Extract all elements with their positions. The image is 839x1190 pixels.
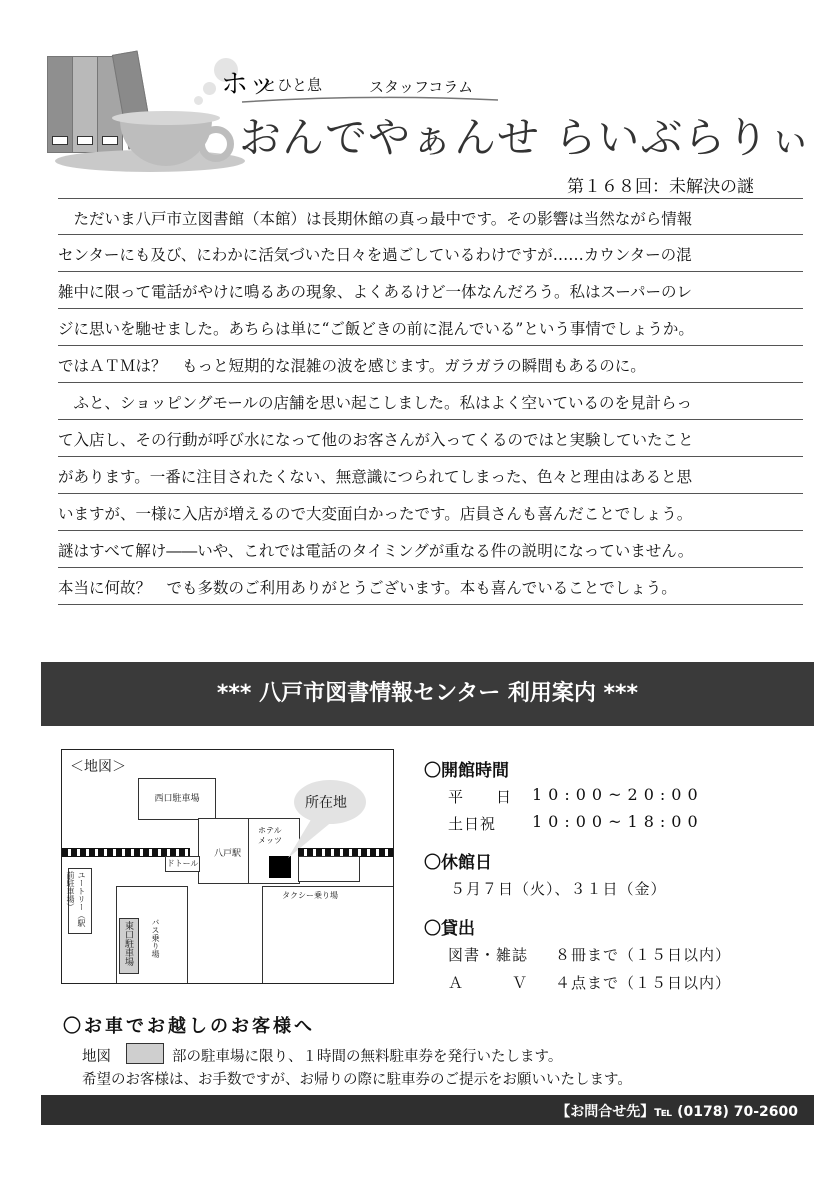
book-label-icon: [77, 136, 93, 145]
usage-guide-banner: *** 八戸市図書情報センター 利用案内 ***: [41, 662, 814, 726]
hotel-label: ホテル メッツ: [258, 826, 282, 845]
bus-stop-label: バス乗り場: [151, 918, 160, 958]
article-line: ではＡＴＭは？ もっと短期的な混雑の波を感じます。ガラガラの瞬間もあるのに。: [58, 346, 803, 383]
weekday-hours: 10:00~20:00: [532, 785, 704, 804]
article-line: いますが、一様に入店が増えるので大変面白かったです。店員さんも喜んだことでしょう。: [58, 494, 803, 531]
article-line: ジに思いを馳せました。あちらは単に“ご飯どきの前に混んでいる”という事情でしょうか。: [58, 309, 803, 346]
column-title: おんでやぁんせ らいぶらりぃ: [239, 113, 813, 162]
steam-bubble-icon: [194, 96, 203, 105]
article-line: 雑中に限って電話がやけに鳴るあの現象、よくあるけど一体なんだろう。私はスーパーのレ: [58, 272, 803, 309]
right-building: [298, 856, 360, 882]
steam-bubble-icon: [203, 82, 216, 95]
books-label: 図書・雑誌: [448, 946, 529, 964]
closed-heading: 〇休館日: [424, 853, 492, 873]
hotto-text: ホッ: [221, 69, 275, 100]
av-label: Ａ Ｖ: [448, 974, 529, 992]
article-body: [58, 198, 803, 605]
contact-phone: 【お問合せ先】℡ (0178) 70-2600: [556, 1104, 798, 1120]
weekend-label: 土日祝: [448, 815, 497, 833]
car-info-map-word: 地図: [82, 1049, 111, 1065]
location-label: 所在地: [305, 795, 347, 811]
weekend-hours: 10:00~18:00: [532, 812, 704, 831]
access-map: [61, 749, 394, 984]
west-parking: 西口駐車場: [138, 778, 216, 820]
map-title: ＜地図＞: [70, 759, 126, 775]
parking-legend-swatch: [126, 1043, 164, 1064]
article-line: 謎はすべて解け――いや、これでは電話のタイミングが重なる件の説明になっていません。: [58, 531, 803, 568]
article-line: ただいま八戸市立図書館（本館）は長期休館の真っ最中です。その影響は当然ながら情報: [58, 198, 803, 235]
hours-heading: 〇開館時間: [424, 761, 509, 781]
hachinohe-station: 八戸駅: [214, 849, 242, 859]
lending-heading: 〇貸出: [424, 919, 475, 939]
issue-number: 第１６８回：未解決の謎: [567, 177, 754, 197]
article-line: ふと、ショッピングモールの店舗を思い起こしました。私はよく空いているのを見計らっ: [58, 383, 803, 420]
east-parking: 東口駐車場: [119, 918, 139, 974]
closed-dates: ５月７日（火）、３１日（金）: [450, 880, 667, 898]
article-line: があります。一番に注目されたくない、無意識につられてしまった、色々と理由はあると思: [58, 457, 803, 494]
hitoiki-text: とひと息: [262, 76, 323, 94]
weekday-label: 平 日: [448, 788, 513, 806]
car-info-line1: 部の駐車場に限り、１時間の無料駐車券を発行いたします。: [172, 1049, 563, 1065]
doutor-label: ドトール: [165, 856, 200, 872]
staff-column-label: スタッフコラム: [369, 78, 474, 96]
article-line: て入店し、その行動が呼び水になって他のお客さんが入ってくるのではと実験していたこと: [58, 420, 803, 457]
av-limit: ４点まで（１５日以内）: [555, 974, 732, 992]
article-line: 本当に何故？ でも多数のご利用ありがとうございます。本も喜んでいることでしょう。: [58, 568, 803, 605]
contact-footer: [41, 1095, 814, 1125]
article-line: センターにも及び、にわかに活気づいた日々を過ごしているわけですが……カウンターの混: [58, 235, 803, 272]
car-visitors-heading: 〇お車でお越しのお客様へ: [63, 1016, 315, 1037]
book-label-icon: [52, 136, 68, 145]
utory-parking: ユートリー（駅前駐車場）: [68, 868, 92, 934]
cup-rim-icon: [112, 111, 220, 125]
books-limit: ８冊まで（１５日以内）: [555, 946, 732, 964]
car-info-line2: 希望のお客様は、お手数ですが、お帰りの際に駐車券のご提示をお願いいたします。: [82, 1072, 632, 1088]
taxi-stop-label: タクシー乗り場: [282, 891, 338, 900]
book-label-icon: [102, 136, 118, 145]
